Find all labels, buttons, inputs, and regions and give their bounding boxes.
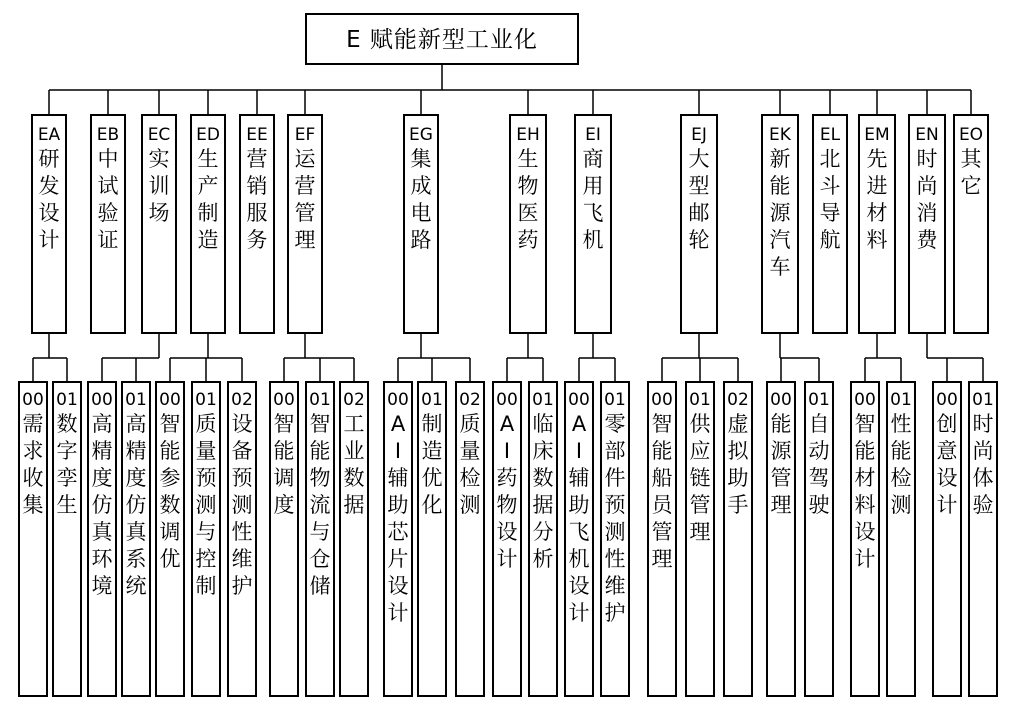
- leaf-node: [724, 382, 752, 696]
- label-character: 集: [22, 493, 44, 517]
- label-character: 生: [517, 147, 539, 171]
- leaf-node: [53, 382, 81, 696]
- label-character: 优: [159, 547, 181, 571]
- label-character: 制: [195, 574, 217, 598]
- leaf-node: [384, 382, 412, 696]
- leaf-node: [418, 382, 446, 696]
- label-character: 智: [309, 412, 331, 436]
- label-character: 飞: [568, 520, 590, 544]
- root-node: [306, 14, 578, 64]
- leaf-code: 00: [273, 390, 295, 410]
- label-character: 体: [972, 466, 994, 490]
- label-character: 中: [97, 147, 119, 171]
- category-code: EJ: [691, 125, 707, 145]
- label-character: 制: [421, 412, 443, 436]
- label-character: 能: [309, 439, 331, 463]
- leaf-node: [19, 382, 47, 696]
- label-character: 数: [343, 466, 365, 490]
- label-character: 船: [651, 466, 673, 490]
- label-character: 试: [97, 174, 119, 198]
- leaf-code: 01: [972, 390, 994, 410]
- category-node-ee: [240, 115, 274, 333]
- label-character: 场: [148, 201, 170, 225]
- label-character: 意: [936, 439, 958, 463]
- label-character: 驾: [808, 466, 830, 490]
- leaf-node: [648, 382, 676, 696]
- label-character: 仓: [309, 547, 331, 571]
- leaf-label: [310, 412, 331, 598]
- label-character: 度: [91, 466, 113, 490]
- label-character: 析: [532, 547, 554, 571]
- label-character: 计: [496, 547, 518, 571]
- label-character: 研: [38, 147, 60, 171]
- leaf-code: 01: [532, 390, 554, 410]
- label-character: 动: [808, 439, 830, 463]
- category-label: [770, 147, 792, 279]
- label-character: 精: [91, 439, 113, 463]
- label-character: 设: [387, 574, 409, 598]
- leaf-node: [767, 382, 795, 696]
- label-character: 源: [770, 439, 792, 463]
- label-character: 设: [854, 520, 876, 544]
- label-character: 检: [459, 466, 481, 490]
- label-character: 预: [231, 466, 253, 490]
- category-code: EG: [409, 125, 433, 145]
- label-character: 设: [936, 466, 958, 490]
- label-character: I: [575, 439, 583, 463]
- label-character: 北: [819, 147, 841, 171]
- label-character: 其: [960, 147, 982, 171]
- label-character: 材: [854, 466, 876, 490]
- leaf-node: [565, 382, 593, 696]
- label-character: 片: [387, 547, 409, 571]
- label-character: 造: [421, 439, 443, 463]
- label-character: 邮: [688, 201, 710, 225]
- label-character: 机: [582, 228, 604, 252]
- label-character: 消: [916, 201, 938, 225]
- label-character: 能: [854, 439, 876, 463]
- label-character: 管: [770, 466, 792, 490]
- label-character: 生: [56, 493, 78, 517]
- label-character: A: [390, 412, 406, 436]
- label-character: 测: [890, 493, 912, 517]
- label-character: 测: [231, 493, 253, 517]
- label-character: 费: [916, 228, 938, 252]
- label-character: 度: [273, 493, 295, 517]
- leaf-code: 00: [651, 390, 673, 410]
- leaf-code: 00: [91, 390, 113, 410]
- label-character: 备: [231, 439, 253, 463]
- label-character: 制: [197, 201, 219, 225]
- label-character: 能: [769, 174, 791, 198]
- label-character: 服: [246, 201, 268, 225]
- label-character: 高: [91, 412, 113, 436]
- label-character: 环: [91, 547, 113, 571]
- label-character: 仿: [125, 493, 147, 517]
- label-character: 型: [688, 174, 710, 198]
- label-character: 料: [854, 493, 876, 517]
- leaf-node: [601, 382, 629, 696]
- label-character: 智: [159, 412, 181, 436]
- label-character: 物: [517, 174, 539, 198]
- leaf-code: 01: [195, 390, 217, 410]
- category-code: EL: [819, 125, 841, 145]
- label-character: 验: [97, 201, 119, 225]
- label-character: 尚: [972, 439, 994, 463]
- label-character: 设: [496, 520, 518, 544]
- label-character: 设: [568, 574, 590, 598]
- category-node-eo: [954, 115, 988, 333]
- label-character: 导: [819, 201, 841, 225]
- category-label: [149, 147, 170, 225]
- label-character: 销: [246, 174, 268, 198]
- leaf-code: 00: [22, 390, 44, 410]
- label-character: 参: [159, 466, 181, 490]
- label-character: 真: [91, 520, 113, 544]
- label-character: 据: [343, 493, 365, 517]
- label-character: 统: [125, 574, 147, 598]
- label-character: 精: [125, 439, 147, 463]
- leaf-code: 00: [936, 390, 958, 410]
- label-character: 量: [195, 439, 217, 463]
- category-code: EO: [958, 125, 984, 145]
- label-character: 业: [343, 439, 365, 463]
- label-character: 它: [960, 174, 982, 198]
- category-node-eg: [404, 115, 438, 333]
- label-character: 料: [866, 228, 888, 252]
- label-character: 计: [854, 547, 876, 571]
- leaf-node: [88, 382, 116, 696]
- label-character: 真: [125, 520, 147, 544]
- label-character: 能: [273, 439, 295, 463]
- label-character: 物: [309, 466, 331, 490]
- label-character: 度: [125, 466, 147, 490]
- label-character: 轮: [688, 228, 710, 252]
- leaf-node: [192, 382, 220, 696]
- label-character: 分: [532, 520, 554, 544]
- label-character: 能: [770, 412, 792, 436]
- label-character: 床: [532, 439, 554, 463]
- leaf-label: [126, 412, 148, 598]
- leaf-node: [306, 382, 334, 696]
- label-character: 实: [148, 147, 170, 171]
- leaf-node: [887, 382, 915, 696]
- category-node-el: [813, 115, 847, 333]
- label-character: 手: [727, 493, 749, 517]
- label-character: 汽: [769, 228, 791, 252]
- label-character: 仿: [91, 493, 113, 517]
- label-character: 计: [568, 601, 590, 625]
- category-node-ef: [288, 115, 322, 333]
- category-code: EM: [864, 125, 890, 145]
- label-character: 辅: [387, 466, 409, 490]
- category-node-ea: [32, 115, 66, 333]
- label-character: 理: [770, 493, 792, 517]
- label-character: 创: [936, 412, 958, 436]
- category-node-eb: [91, 115, 125, 333]
- label-character: 生: [197, 147, 219, 171]
- leaf-code: 01: [890, 390, 912, 410]
- label-character: 计: [936, 493, 958, 517]
- label-character: 储: [309, 574, 331, 598]
- label-character: 高: [125, 412, 147, 436]
- label-character: A: [499, 412, 515, 436]
- label-character: 护: [604, 601, 626, 625]
- label-character: 优: [421, 466, 443, 490]
- category-node-ec: [142, 115, 176, 333]
- leaf-node: [805, 382, 833, 696]
- leaf-node: [851, 382, 879, 696]
- label-character: 时: [972, 412, 994, 436]
- label-character: 流: [309, 493, 331, 517]
- label-character: 能: [159, 439, 181, 463]
- category-node-ek: [762, 115, 798, 333]
- label-character: 商: [582, 147, 604, 171]
- label-character: 拟: [727, 439, 749, 463]
- label-character: 源: [769, 201, 791, 225]
- label-character: 管: [689, 493, 711, 517]
- category-code: EB: [96, 125, 120, 145]
- label-character: 用: [582, 174, 604, 198]
- label-character: 与: [195, 520, 217, 544]
- leaf-node: [493, 382, 521, 696]
- label-character: 孪: [56, 466, 78, 490]
- label-character: 智: [854, 412, 876, 436]
- category-node-ed: [191, 115, 225, 333]
- label-character: 计: [38, 228, 60, 252]
- label-character: 预: [195, 466, 217, 490]
- label-character: 物: [496, 493, 518, 517]
- label-character: A: [571, 412, 587, 436]
- label-character: 产: [197, 174, 219, 198]
- leaf-label: [690, 412, 712, 544]
- label-character: 运: [294, 147, 316, 171]
- label-character: 量: [459, 439, 481, 463]
- leaf-node: [933, 382, 961, 696]
- label-character: 机: [568, 547, 590, 571]
- label-character: 件: [604, 466, 626, 490]
- label-character: 系: [125, 547, 147, 571]
- category-code: ED: [196, 125, 220, 145]
- label-character: 检: [890, 466, 912, 490]
- leaf-code: 02: [727, 390, 749, 410]
- leaf-label: [92, 412, 114, 598]
- label-character: 成: [410, 174, 432, 198]
- label-character: 境: [91, 574, 113, 598]
- label-character: 进: [866, 174, 888, 198]
- label-character: 供: [689, 412, 711, 436]
- label-character: 能: [651, 439, 673, 463]
- label-character: 助: [568, 493, 590, 517]
- label-character: 理: [689, 520, 711, 544]
- label-character: 集: [410, 147, 432, 171]
- label-character: 与: [309, 520, 331, 544]
- label-character: 化: [421, 493, 443, 517]
- leaf-node: [340, 382, 368, 696]
- label-character: 计: [387, 601, 409, 625]
- leaf-node: [122, 382, 150, 696]
- category-node-ei: [575, 115, 611, 333]
- leaf-label: [196, 412, 217, 598]
- leaf-node: [270, 382, 298, 696]
- category-node-eh: [510, 115, 546, 333]
- label-character: 飞: [582, 201, 604, 225]
- leaf-code: 01: [309, 390, 331, 410]
- category-node-en: [909, 115, 945, 333]
- category-code: EF: [294, 125, 316, 145]
- root-title: E 赋能新型工业化: [346, 27, 538, 53]
- category-node-em: [859, 115, 895, 333]
- category-code: EK: [769, 125, 791, 145]
- category-code: EA: [37, 125, 61, 145]
- label-character: 字: [56, 439, 78, 463]
- label-character: 质: [459, 412, 481, 436]
- label-character: I: [394, 439, 402, 463]
- label-character: 零: [604, 412, 626, 436]
- label-character: 需: [22, 412, 44, 436]
- label-character: 芯: [387, 520, 409, 544]
- label-character: 性: [890, 412, 912, 436]
- label-character: 营: [246, 147, 268, 171]
- label-character: 维: [231, 547, 253, 571]
- label-character: 预: [604, 493, 626, 517]
- label-character: 大: [688, 147, 710, 171]
- leaf-code: 00: [496, 390, 518, 410]
- category-code: EN: [915, 125, 939, 145]
- label-character: 时: [916, 147, 938, 171]
- leaf-label: [232, 412, 253, 598]
- label-character: 辅: [568, 466, 590, 490]
- label-character: 新: [769, 147, 791, 171]
- leaf-node: [969, 382, 997, 696]
- leaf-code: 01: [808, 390, 830, 410]
- label-character: 智: [651, 412, 673, 436]
- leaf-code: 01: [125, 390, 147, 410]
- label-character: 调: [159, 520, 181, 544]
- label-character: 理: [294, 228, 316, 252]
- label-character: 临: [532, 412, 554, 436]
- label-character: 自: [808, 412, 830, 436]
- label-character: 虚: [727, 412, 749, 436]
- leaf-code: 02: [231, 390, 253, 410]
- leaf-node: [156, 382, 184, 696]
- leaf-code: 01: [421, 390, 443, 410]
- leaf-code: 00: [568, 390, 590, 410]
- label-character: 数: [159, 493, 181, 517]
- label-character: 质: [195, 412, 217, 436]
- label-character: 护: [231, 574, 253, 598]
- label-character: 务: [246, 228, 268, 252]
- label-character: 训: [148, 174, 170, 198]
- category-code: EH: [516, 125, 540, 145]
- label-character: 收: [22, 466, 44, 490]
- label-character: 理: [651, 547, 673, 571]
- category-code: EC: [147, 125, 171, 145]
- label-character: 造: [197, 228, 219, 252]
- leaf-node: [529, 382, 557, 696]
- label-character: 智: [273, 412, 295, 436]
- label-character: 性: [231, 520, 253, 544]
- label-character: 尚: [916, 174, 938, 198]
- leaf-node: [456, 382, 484, 696]
- label-character: 助: [727, 466, 749, 490]
- label-character: 车: [769, 255, 791, 279]
- label-character: 药: [496, 466, 518, 490]
- label-character: 路: [410, 228, 432, 252]
- leaf-code: 02: [459, 390, 481, 410]
- label-character: 发: [38, 174, 60, 198]
- label-character: 设: [38, 201, 60, 225]
- label-character: 测: [459, 493, 481, 517]
- label-character: 维: [604, 574, 626, 598]
- label-character: 性: [604, 547, 626, 571]
- leaf-code: 02: [343, 390, 365, 410]
- label-character: 验: [972, 493, 994, 517]
- label-character: 控: [195, 547, 217, 571]
- category-code: EE: [246, 125, 268, 145]
- leaf-node: [686, 382, 714, 696]
- label-character: 驶: [808, 493, 830, 517]
- label-character: 药: [517, 228, 539, 252]
- leaf-code: 00: [770, 390, 792, 410]
- label-character: 证: [97, 228, 119, 252]
- label-character: 应: [689, 439, 711, 463]
- label-character: 管: [651, 520, 673, 544]
- leaf-code: 01: [689, 390, 711, 410]
- label-character: 求: [22, 439, 44, 463]
- label-character: 测: [604, 520, 626, 544]
- label-character: 能: [890, 439, 912, 463]
- label-character: 员: [651, 493, 673, 517]
- label-character: 测: [195, 493, 217, 517]
- label-character: 助: [387, 493, 409, 517]
- leaf-node: [228, 382, 256, 696]
- label-character: 设: [231, 412, 253, 436]
- label-character: 管: [294, 201, 316, 225]
- label-character: 营: [294, 174, 316, 198]
- label-character: 数: [532, 466, 554, 490]
- leaf-code: 00: [387, 390, 409, 410]
- leaf-code: 00: [854, 390, 876, 410]
- label-character: 先: [866, 147, 888, 171]
- label-character: 链: [689, 466, 711, 490]
- label-character: 航: [819, 228, 841, 252]
- leaf-code: 01: [56, 390, 78, 410]
- label-character: 部: [604, 439, 626, 463]
- label-character: I: [503, 439, 511, 463]
- label-character: 工: [343, 412, 365, 436]
- category-code: EI: [585, 125, 601, 145]
- label-character: 电: [410, 201, 432, 225]
- category-node-ej: [681, 115, 717, 333]
- label-character: 调: [273, 466, 295, 490]
- label-character: 数: [56, 412, 78, 436]
- label-character: 据: [532, 493, 554, 517]
- label-character: 材: [866, 201, 888, 225]
- label-character: 斗: [819, 174, 841, 198]
- leaf-code: 00: [159, 390, 181, 410]
- label-character: 医: [517, 201, 539, 225]
- leaf-code: 01: [604, 390, 626, 410]
